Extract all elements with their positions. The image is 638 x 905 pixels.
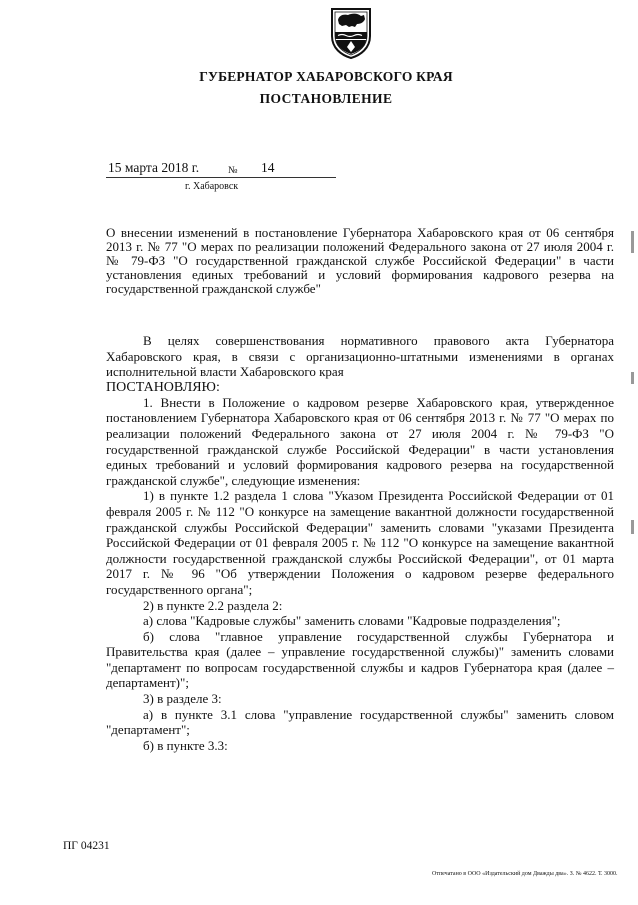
document-city: г. Хабаровск: [185, 181, 239, 192]
paragraph-1-2: 2) в пункте 2.2 раздела 2:: [143, 597, 283, 613]
printer-imprint: Отпечатано в ООО «Издательский дом Дважды два». З. № 4622. Т. 3000.: [432, 871, 618, 877]
intro-paragraph: В целях совершенствования нормативного правового акта Губернатора Хабаровского края, в связи с организационно-штатными изменениями в органах исполнительной власти Хабаровского края: [106, 333, 614, 380]
paragraph-1-2-a: а) слова "Кадровые службы" заменить словами "Кадровые подразделения";: [143, 613, 561, 629]
paragraph-1-3-b: б) в пункте 3.3:: [143, 737, 228, 753]
document-subject: О внесении изменений в постановление Губернатора Хабаровского края от 06 сентября 2013 г. № 77 "О мерах по реализации положений Федерального закона от 27 июля 2004 г. № 79-ФЗ "О государственной гражданской службе Российской Федерации" в части установления единых требований и условий формирования кадрового резерва на государственной гражданской службе": [106, 225, 614, 296]
date-underline: [106, 177, 336, 178]
decree-heading: ПОСТАНОВЛЯЮ:: [106, 379, 220, 395]
document-number: 14: [261, 160, 275, 175]
paragraph-1-3-a: а) в пункте 3.1 слова "управление государственной службы" заменить словом "департамент";: [106, 706, 614, 738]
paragraph-1-2-b: б) слова "главное управление государственной службы Губернатора и Правительства края (далее – управление государственной службы)" заменить словами "департамент по вопросам государственной службы и кадров Губернатора края (далее – департамент)";: [106, 628, 614, 691]
paragraph-1-1: 1) в пункте 1.2 раздела 1 слова "Указом Президента Российской Федерации от 01 февраля 2005 г. № 112 "О конкурсе на замещение вакантной должности государственной гражданской службы Российской Федерации" заменить словами "указами Президента Российской Федерации от 01 февраля 2005 г. № 112 "О конкурсе на замещение вакантной должности государственной гражданской службы Российской Федерации", от 01 марта 2017 г. № 96 "Об утверждении Положения о кадровом резерве федерального государственного органа";: [106, 488, 614, 597]
coat-of-arms-icon: [329, 6, 373, 60]
scan-edge-mark: [631, 372, 634, 384]
scan-edge-mark: [631, 520, 634, 534]
document-date: 15 марта 2018 г.: [108, 160, 200, 175]
paragraph-1: 1. Внести в Положение о кадровом резерве Хабаровского края, утвержденное постановлением Губернатора Хабаровского края от 06 сентября 2013 г. № 77 "О мерах по реализации положений Федерального закона от 27 июля 2004 г. № 79-ФЗ "О государственной гражданской службе Российской Федерации" в части установления единых требований и условий формирования кадрового резерва на государственной гражданской службе", следующие изменения:: [106, 394, 614, 488]
governor-title: ГУБЕРНАТОР ХАБАРОВСКОГО КРАЯ: [199, 69, 453, 84]
number-sign: №: [228, 165, 238, 176]
document-body: [106, 333, 614, 753]
paragraph-1-3: 3) в разделе 3:: [143, 691, 222, 707]
document-code: ПГ 04231: [63, 840, 110, 852]
scan-edge-mark: [631, 231, 634, 253]
document-type-title: ПОСТАНОВЛЕНИЕ: [259, 91, 393, 106]
